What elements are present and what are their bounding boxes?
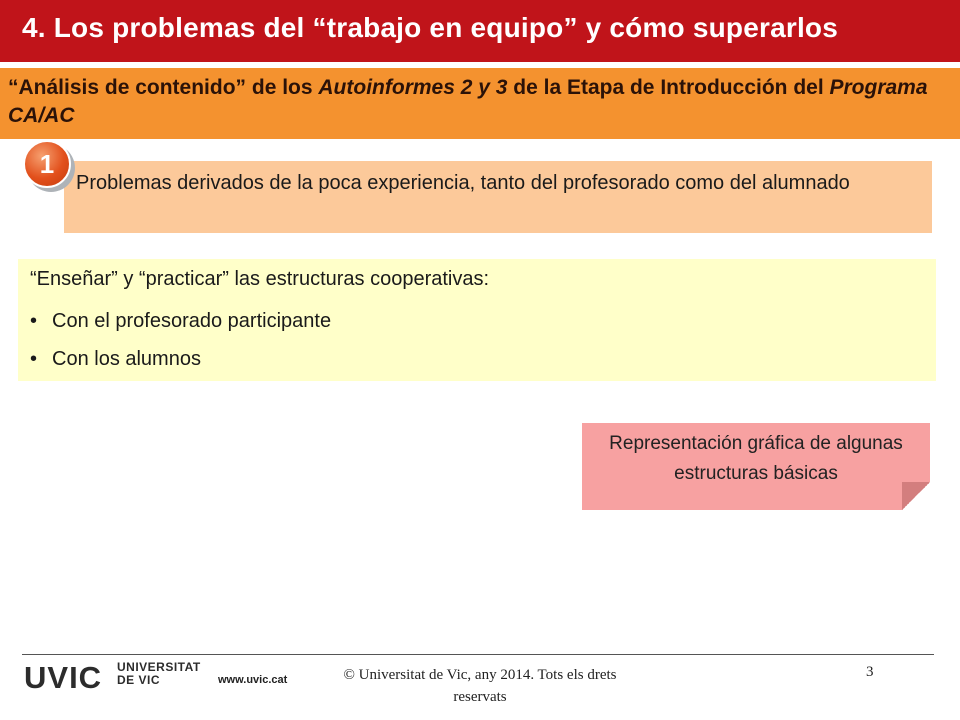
bullet: • <box>30 348 38 370</box>
list-item-text: Con los alumnos <box>52 348 201 370</box>
subtitle-part4: Programa CA/AC <box>8 76 928 127</box>
title-bar <box>0 0 960 62</box>
bullet: • <box>30 310 38 332</box>
note-link-box[interactable] <box>582 423 930 510</box>
subtitle-part3: de la Etapa de Introducción del <box>507 76 830 99</box>
list-item <box>30 309 331 347</box>
note-text: Representación gráfica de algunas estructuras básicas <box>609 433 903 484</box>
content-heading: “Enseñar” y “practicar” las estructuras cooperativas: <box>30 268 490 290</box>
uvic-logo: UVIC <box>24 660 103 695</box>
uvic-logo-subtext <box>117 661 201 687</box>
problem-box <box>64 161 932 233</box>
subtitle-part1: “Análisis de contenido” de los <box>8 76 319 99</box>
problem-text: Problemas derivados de la poca experiencia, tanto del profesorado como del alumnado <box>76 172 850 194</box>
list-item <box>30 347 331 385</box>
logo-line2: DE VIC <box>117 673 161 687</box>
subtitle-part2: Autoinformes 2 y 3 <box>318 76 508 99</box>
footer-url-link[interactable]: www.uvic.cat <box>218 674 288 686</box>
subtitle-bar <box>0 68 960 139</box>
list-item-text: Con el profesorado participante <box>52 310 332 332</box>
page-fold-shade <box>902 482 930 510</box>
slide-title: 4. Los problemas del “trabajo en equipo” y cómo superarlos <box>22 12 839 43</box>
number-badge: 1 <box>23 140 71 188</box>
footer-copyright: © Universitat de Vic, any 2014. Tots els drets reservats <box>343 667 617 705</box>
slide-subtitle <box>8 74 948 130</box>
logo-line1: UNIVERSITAT <box>117 660 201 674</box>
content-list <box>30 309 331 385</box>
footer-divider <box>22 654 934 655</box>
page-number: 3 <box>866 664 874 680</box>
content-box <box>18 259 936 381</box>
